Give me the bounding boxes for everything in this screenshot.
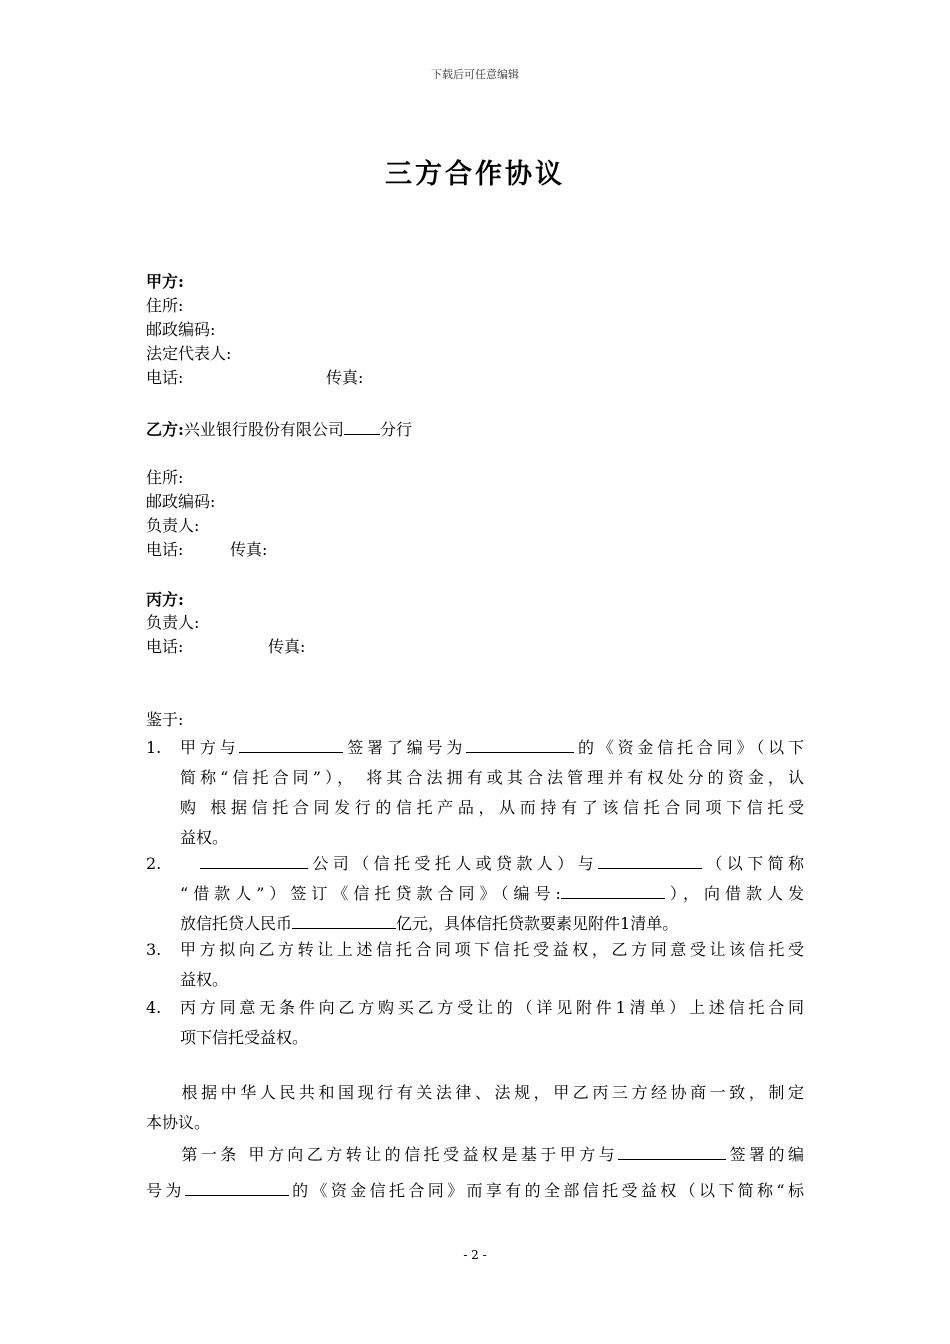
party-a-label: 甲方: (146, 272, 184, 291)
whereas-label: 鉴于: (146, 710, 184, 729)
blank-field[interactable] (200, 852, 308, 869)
blank-field[interactable] (239, 736, 343, 753)
article-1-line-1: 第一条 甲方向乙方转让的信托受益权是基于甲方与 签署的编 (178, 1145, 804, 1164)
party-b-address: 住所: (146, 468, 184, 487)
whereas-item-1-line-1: 甲方与 签署了编号为 的《资金信托合同》（以下 (180, 738, 804, 757)
party-a-fax: 传真: (326, 368, 364, 387)
party-a-phone: 电话: (146, 368, 184, 387)
party-c-label: 丙方: (146, 590, 184, 609)
party-b-name-prefix: 兴业银行股份有限公司 (183, 420, 344, 439)
whereas-item-3-line-1: 甲方拟向乙方转让上述信托合同项下信托受益权，乙方同意受让该信托受 (180, 940, 804, 959)
party-c-person-in-charge: 负责人: (146, 613, 200, 632)
blank-field[interactable] (466, 736, 574, 753)
whereas-item-4-line-2: 项下信托受益权。 (180, 1028, 309, 1047)
article-1-paragraph (146, 1140, 804, 1206)
article-1-line-2: 号为 的《资金信托合同》而享有的全部信托受益权（以下简称“标 (146, 1181, 804, 1200)
whereas-item-1-number: 1. (146, 738, 162, 757)
document-title: 三方合作协议 (385, 159, 565, 190)
blank-field[interactable] (618, 1143, 726, 1160)
party-b-name-suffix: 分行 (379, 420, 412, 439)
blank-field[interactable] (561, 882, 665, 899)
whereas-item-4-number: 4. (146, 998, 162, 1017)
party-b-phone: 电话: (146, 540, 184, 559)
whereas-item-4 (180, 993, 804, 1053)
whereas-item-4-line-1: 丙方同意无条件向乙方购买乙方受让的（详见附件1清单）上述信托合同 (180, 998, 804, 1017)
party-a-postcode: 邮政编码: (146, 320, 216, 339)
whereas-item-3-line-2: 益权。 (180, 970, 229, 989)
party-c-phone: 电话: (146, 637, 184, 656)
preamble-line-2: 本协议。 (146, 1113, 211, 1132)
whereas-item-1-line-4: 益权。 (180, 828, 229, 847)
party-a-legal-rep: 法定代表人: (146, 344, 232, 363)
blank-field[interactable] (292, 912, 396, 929)
page-number: - 2 - (463, 1248, 487, 1262)
whereas-item-2 (180, 849, 804, 939)
party-a-address: 住所: (146, 296, 184, 315)
whereas-item-1-line-2: 简称“信托合同”）， 将其合法拥有或其合法管理并有权处分的资金，认 (180, 768, 804, 787)
header-note: 下载后可任意编辑 (431, 68, 519, 81)
whereas-item-1-line-3: 购 根据信托合同发行的信托产品，从而持有了该信托合同项下信托受 (180, 798, 804, 817)
party-b-branch-blank[interactable] (344, 418, 380, 435)
preamble-paragraph (146, 1078, 804, 1138)
blank-field[interactable] (185, 1179, 289, 1196)
whereas-item-3-number: 3. (146, 940, 162, 959)
party-c-fax: 传真: (268, 637, 306, 656)
whereas-item-2-line-3: 放信托贷人民币 亿元，具体信托贷款要素见附件1清单。 (180, 914, 679, 933)
party-b-fax: 传真: (230, 540, 268, 559)
preamble-line-1: 根据中华人民共和国现行有关法律、法规，甲乙丙三方经协商一致，制定 (178, 1083, 804, 1102)
whereas-item-2-line-2: “借款人”）签订《信托贷款合同》（编号: ），向借款人发 (180, 884, 804, 903)
whereas-item-2-line-1: 公司（信托受托人或贷款人）与 （以下简称 (180, 849, 804, 879)
party-b-label: 乙方: (146, 420, 184, 439)
whereas-item-1 (180, 733, 804, 853)
whereas-item-3 (180, 935, 804, 995)
party-b-postcode: 邮政编码: (146, 492, 216, 511)
whereas-item-2-number: 2. (146, 854, 162, 873)
party-b-line (146, 418, 412, 442)
blank-field[interactable] (598, 852, 702, 869)
party-b-person-in-charge: 负责人: (146, 516, 200, 535)
